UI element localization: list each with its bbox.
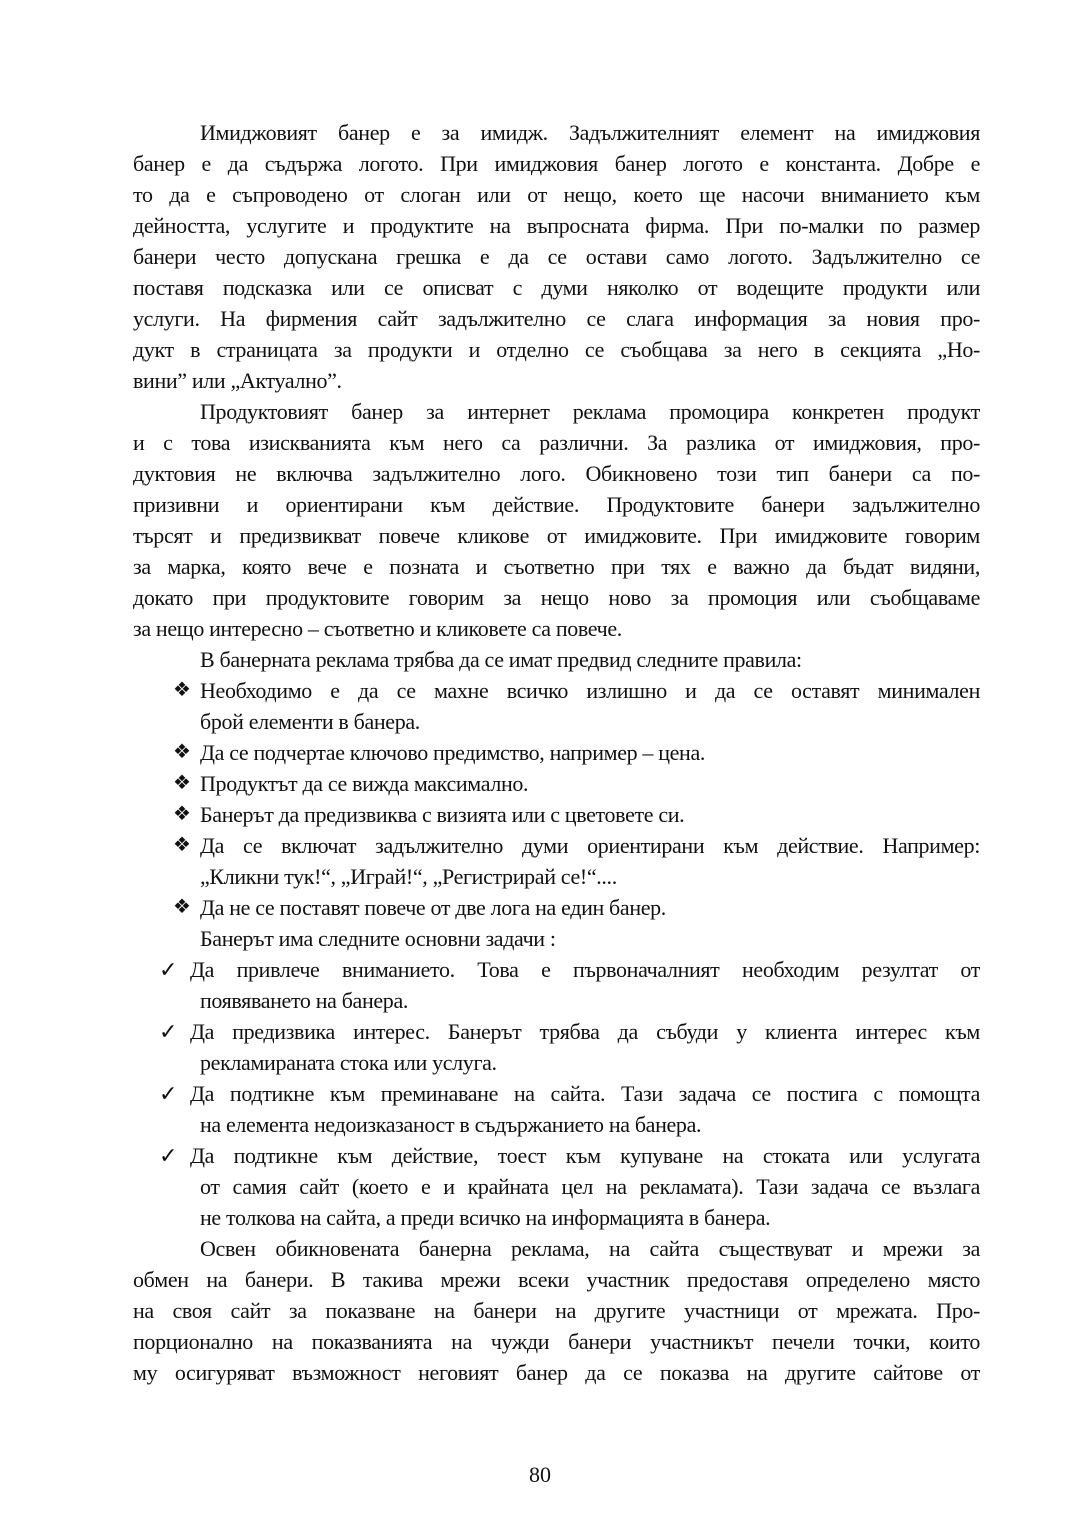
diamond-bullet-icon: ❖ [173, 679, 191, 701]
text-line: появяването на банера. [200, 988, 409, 1013]
text-line: Да предизвика интерес. Банерът трябва да събуди у клиента интерес към [190, 1019, 980, 1044]
text-line: от самия сайт (което е и крайната цел на рекламата). Тази задача се възлага [200, 1174, 980, 1199]
text-line: вини” или „Актуално”. [133, 368, 342, 393]
text-line: Банерът има следните основни задачи : [200, 926, 556, 951]
text-line: за нещо интересно – съответно и кликовете са повече. [133, 616, 622, 641]
diamond-bullet-icon: ❖ [173, 772, 191, 794]
text-line: обмен на банери. В такива мрежи всеки участник предоставя определено място [133, 1267, 980, 1292]
text-line: банери често допускана грешка е да се остави само логото. Задължително се [133, 244, 980, 269]
text-line: рекламираната стока или услуга. [200, 1050, 497, 1075]
diamond-bullet-icon: ❖ [173, 834, 191, 856]
checkmark-icon: ✓ [159, 1019, 178, 1044]
task-item [133, 1202, 980, 1233]
task-item [133, 1078, 980, 1109]
text-line: брой елементи в банера. [200, 709, 420, 734]
text-line: докато при продуктовите говорим за нещо ново за промоция или съобщаваме [133, 585, 980, 610]
checkmark-icon: ✓ [159, 1143, 178, 1168]
text-line: Да се подчертае ключово предимство, например – цена. [200, 740, 706, 765]
text-line: Да привлече вниманието. Това е първоначалният необходим резултат от [190, 957, 980, 982]
task-item [133, 985, 980, 1016]
paragraph-line [133, 365, 980, 396]
text-line: Продуктовият банер за интернет реклама промоцира конкретен продукт [200, 399, 980, 424]
paragraph-line [133, 1264, 980, 1295]
text-line: услуги. На фирмения сайт задължително се слага информация за новия про- [133, 306, 980, 331]
rule-item [133, 768, 980, 799]
text-line: на своя сайт за показване на банери на другите участници от мрежата. Про- [133, 1298, 980, 1323]
paragraph-line [133, 210, 980, 241]
paragraph-line [133, 179, 980, 210]
text-line: и с това изискванията към него са различни. За разлика от имиджовия, про- [133, 430, 980, 455]
text-line: В банерната реклама трябва да се имат предвид следните правила: [200, 647, 802, 672]
paragraph-line [133, 334, 980, 365]
diamond-bullet-icon: ❖ [173, 803, 191, 825]
paragraph-line [133, 458, 980, 489]
task-item [133, 1109, 980, 1140]
text-line: Имиджовият банер е за имидж. Задължителният елемент на имиджовия [200, 120, 980, 145]
paragraph-line [133, 1295, 980, 1326]
paragraph-line [133, 1357, 980, 1388]
paragraph-line [133, 520, 980, 551]
task-item [133, 1047, 980, 1078]
rule-item [133, 737, 980, 768]
checkmark-icon: ✓ [159, 1081, 178, 1106]
task-item [133, 1016, 980, 1047]
paragraph-line [133, 1326, 980, 1357]
paragraph-line [133, 272, 980, 303]
rule-item [133, 892, 980, 923]
paragraph-line [133, 582, 980, 613]
rules-intro [133, 644, 980, 675]
text-line: Да подтикне към действие, тоест към купуване на стоката или услугата [190, 1143, 980, 1168]
checkmark-icon: ✓ [159, 957, 178, 982]
tasks-intro [133, 923, 980, 954]
rule-item [133, 799, 980, 830]
text-line: Банерът да предизвиква с визията или с цветовете си. [200, 802, 685, 827]
text-line: „Кликни тук!“, „Играй!“, „Регистрирай се!“.... [200, 864, 617, 889]
text-line: му осигуряват възможност неговият банер да се показва на другите сайтове от [133, 1360, 980, 1385]
text-line: за марка, която вече е позната и съответно при тях е важно да бъдат видяни, [133, 554, 980, 579]
diamond-bullet-icon: ❖ [173, 741, 191, 763]
paragraph-line [133, 241, 980, 272]
text-line: Продуктът да се вижда максимално. [200, 771, 529, 796]
text-line: призивни и ориентирани към действие. Продуктовите банери задължително [133, 492, 980, 517]
rule-item [133, 675, 980, 706]
text-line: Необходимо е да се махне всичко излишно и да се оставят минимален [200, 678, 980, 703]
rule-item [133, 706, 980, 737]
rule-item [133, 830, 980, 861]
paragraph-line [133, 1233, 980, 1264]
text-line: поставя подсказка или се описват с думи няколко от водещите продукти или [133, 275, 980, 300]
paragraph-line [133, 148, 980, 179]
text-line: търсят и предизвикват повече кликове от имиджовите. При имиджовите говорим [133, 523, 980, 548]
text-line: дукт в страницата за продукти и отделно се съобщава за него в секцията „Но- [133, 337, 980, 362]
text-line: не толкова на сайта, а преди всичко на информацията в банера. [200, 1205, 771, 1230]
text-line: на елемента недоизказаност в съдържанието на банера. [200, 1112, 702, 1137]
paragraph-line [133, 489, 980, 520]
paragraph-line [133, 396, 980, 427]
paragraph-line [133, 117, 980, 148]
paragraph-line [133, 613, 980, 644]
page-number: 80 [529, 1462, 551, 1487]
document-page [133, 117, 980, 1388]
rule-item [133, 861, 980, 892]
text-line: то да е съпроводено от слоган или от нещо, което ще насочи вниманието към [133, 182, 980, 207]
paragraph-line [133, 427, 980, 458]
text-line: порционално на показванията на чужди банери участникът печели точки, които [133, 1329, 980, 1354]
text-line: дейността, услугите и продуктите на въпросната фирма. При по-малки по размер [133, 213, 980, 238]
paragraph-line [133, 303, 980, 334]
paragraph-line [133, 551, 980, 582]
task-item [133, 1140, 980, 1171]
text-line: Да не се поставят повече от две лога на един банер. [200, 895, 666, 920]
task-item [133, 1171, 980, 1202]
text-line: дуктовия не включва задължително лого. Обикновено този тип банери са по- [133, 461, 980, 486]
text-line: Да се включат задължително думи ориентирани към действие. Например: [200, 833, 980, 858]
text-line: банер е да съдържа логото. При имиджовия банер логото е константа. Добре е [133, 151, 980, 176]
text-line: Да подтикне към преминаване на сайта. Тази задача се постига с помощта [190, 1081, 980, 1106]
diamond-bullet-icon: ❖ [173, 896, 191, 918]
text-line: Освен обикновената банерна реклама, на сайта съществуват и мрежи за [200, 1236, 980, 1261]
task-item [133, 954, 980, 985]
